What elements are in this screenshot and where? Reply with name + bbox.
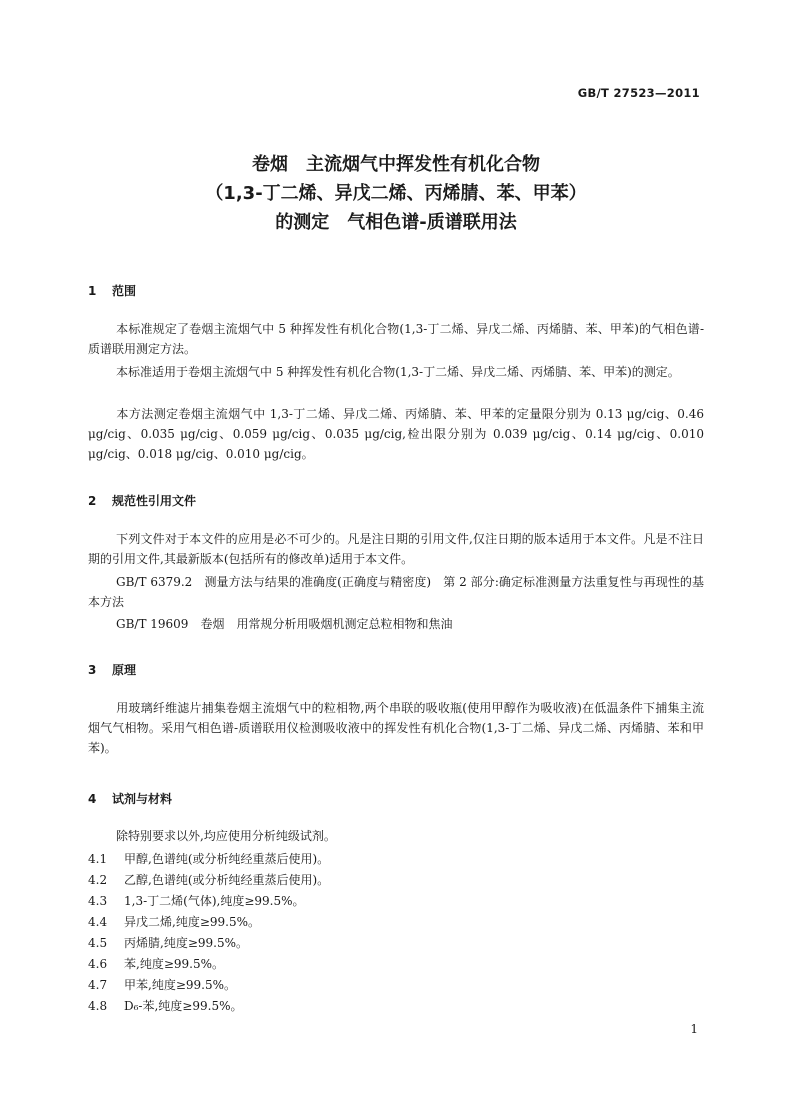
section-title: 试剂与材料 bbox=[112, 792, 173, 806]
list-item: 4.8 D₆-苯,纯度≥99.5%。 bbox=[88, 999, 243, 1013]
list-item: 4.4 异戊二烯,纯度≥99.5%。 bbox=[88, 915, 260, 929]
title-line-2: （1,3-丁二烯、异戊二烯、丙烯腈、苯、甲苯） bbox=[205, 183, 587, 204]
section-title: 原理 bbox=[112, 663, 137, 677]
section-number: 4 bbox=[88, 792, 97, 806]
list-item: 4.2 乙醇,色谱纯(或分析纯经重蒸后使用)。 bbox=[88, 873, 330, 887]
section-1-paragraph-1: 本标准规定了卷烟主流烟气中 5 种挥发性有机化合物(1,3-丁二烯、异戊二烯、丙烯腈、苯、甲苯)的气相色谱-质谱联用测定方法。 bbox=[88, 322, 704, 356]
list-item: 4.5 丙烯腈,纯度≥99.5%。 bbox=[88, 936, 248, 950]
list-item: 4.1 甲醇,色谱纯(或分析纯经重蒸后使用)。 bbox=[88, 852, 330, 866]
section-title: 规范性引用文件 bbox=[112, 494, 197, 508]
section-3-paragraph-1: 用玻璃纤维滤片捕集卷烟主流烟气中的粒相物,两个串联的吸收瓶(使用甲醇作为吸收液)在低温条件下捕集主流烟气气相物。采用气相色谱-质谱联用仪检测吸收液中的挥发性有机化合物(1,3-丁二烯、异戊二烯、丙烯腈、苯和甲苯)。 bbox=[88, 701, 704, 755]
document-title bbox=[0, 150, 792, 237]
list-item: 4.3 1,3-丁二烯(气体),纯度≥99.5%。 bbox=[88, 894, 305, 908]
reference-gbt-19609: GB/T 19609 卷烟 用常规分析用吸烟机测定总粒相物和焦油 bbox=[116, 617, 453, 631]
section-title: 范围 bbox=[112, 284, 137, 298]
section-4-heading bbox=[88, 790, 172, 807]
title-line-1: 卷烟 主流烟气中挥发性有机化合物 bbox=[252, 154, 540, 175]
section-4-paragraph-1: 除特别要求以外,均应使用分析纯级试剂。 bbox=[116, 829, 336, 843]
list-item: 4.7 甲苯,纯度≥99.5%。 bbox=[88, 978, 236, 992]
section-1-heading bbox=[88, 282, 136, 299]
page-number: 1 bbox=[690, 1022, 698, 1036]
list-item: 4.6 苯,纯度≥99.5%。 bbox=[88, 957, 224, 971]
reference-gbt-6379-2: GB/T 6379.2 测量方法与结果的准确度(正确度与精密度) 第 2 部分:确定标准测量方法重复性与再现性的基本方法 bbox=[88, 575, 704, 609]
section-1-paragraph-2: 本标准适用于卷烟主流烟气中 5 种挥发性有机化合物(1,3-丁二烯、异戊二烯、丙烯腈、苯、甲苯)的测定。 bbox=[116, 365, 680, 379]
title-line-3: 的测定 气相色谱-质谱联用法 bbox=[275, 212, 517, 233]
section-2-heading bbox=[88, 492, 196, 509]
section-number: 2 bbox=[88, 494, 97, 508]
section-1-paragraph-3: 本方法测定卷烟主流烟气中 1,3-丁二烯、异戊二烯、丙烯腈、苯、甲苯的定量限分别为 0.13 μg/cig、0.46 μg/cig、0.035 μg/cig、0.059 μg/cig、0.035 μg/cig,检出限分别为 0.039 μg/cig、0.14 μg/cig、0.010 μg/cig、0.018 μg/cig、0.010 μg/cig。 bbox=[88, 407, 704, 461]
standard-code: GB/T 27523—2011 bbox=[577, 86, 700, 100]
section-number: 1 bbox=[88, 284, 97, 298]
section-2-paragraph-1: 下列文件对于本文件的应用是必不可少的。凡是注日期的引用文件,仅注日期的版本适用于本文件。凡是不注日期的引用文件,其最新版本(包括所有的修改单)适用于本文件。 bbox=[88, 532, 704, 566]
section-number: 3 bbox=[88, 663, 97, 677]
section-3-heading bbox=[88, 661, 136, 678]
